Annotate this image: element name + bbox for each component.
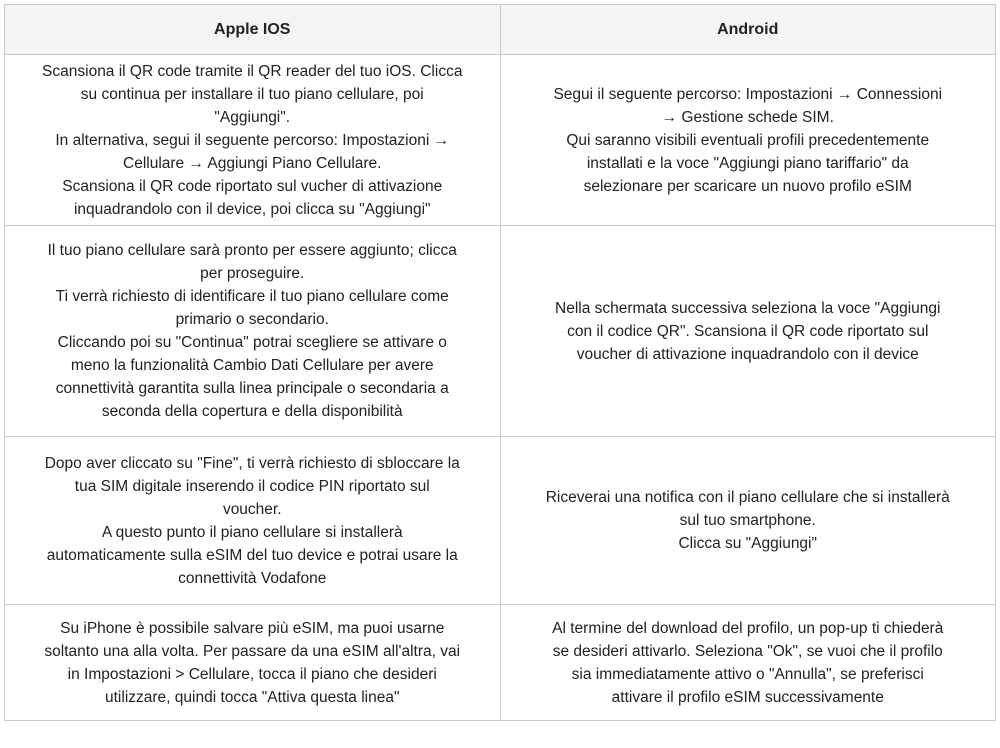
android-step-text: Al termine del download del profilo, un pop-up ti chiederà se desideri attivarlo. Seleziona "Ok", se vuoi che il profilo sia immediatamente attivo o "Annulla", se preferisci attivare il profilo eSIM successivamente [552,619,944,706]
column-header-apple-ios: Apple IOS [5,5,501,55]
ios-step-cell [5,605,501,721]
android-step-cell [500,605,996,721]
android-step-text: Segui il seguente percorso: Impostazioni → Connessioni → Gestione schede SIM. Qui saranno visibili eventuali profili precedentemente installati e la voce "Aggiungi piano tariffario" da selezionare per scaricare un nuovo profilo eSIM [553,85,943,195]
table-header-row [5,5,996,55]
column-header-android: Android [500,5,996,55]
android-step-cell [500,55,996,226]
table-row [5,605,996,721]
ios-step-cell [5,226,501,437]
table-row [5,437,996,605]
table-row [5,55,996,226]
android-step-text: Nella schermata successiva seleziona la voce "Aggiungi con il codice QR". Scansiona il QR code riportato sul voucher di attivazione inquadrandolo con il device [555,299,941,363]
table-row [5,226,996,437]
ios-step-cell [5,437,501,605]
ios-step-text: Il tuo piano cellulare sarà pronto per essere aggiunto; clicca per proseguire. Ti verrà richiesto di identificare il tuo piano cellulare come primario o secondario. Cliccando poi su "Continua" potrai scegliere se attivare o meno la funzionalità Cambio Dati Cellulare per avere connettività garantita sulla linea principale o secondaria a seconda della copertura e della disponibilità [47,242,457,420]
ios-step-text: Scansiona il QR code tramite il QR reader del tuo iOS. Clicca su continua per installare il tuo piano cellulare, poi "Aggiungi". In alternativa, segui il seguente percorso: Impostazioni → Cellulare → Aggiungi Piano Cellulare. Scansiona il QR code riportato sul vucher di attivazione inquadrandolo con il device, poi clicca su "Aggiungi" [42,62,463,218]
ios-step-text: Su iPhone è possibile salvare più eSIM, ma puoi usarne soltanto una alla volta. Per passare da una eSIM all'altra, vai in Impostazioni > Cellulare, tocca il piano che desideri utilizzare, quindi tocca "Attiva questa linea" [44,619,461,706]
android-step-cell [500,226,996,437]
android-step-text: Riceverai una notifica con il piano cellulare che si installerà sul tuo smartphone. Clicca su "Aggiungi" [545,489,950,552]
ios-step-text: Dopo aver cliccato su "Fine", ti verrà richiesto di sbloccare la tua SIM digitale inserendo il codice PIN riportato sul voucher. A questo punto il piano cellulare si installerà automaticamente sulla eSIM del tuo device e potrai usare la connettività Vodafone [44,454,460,587]
instructions-table [4,4,996,721]
android-step-cell [500,437,996,605]
ios-step-cell [5,55,501,226]
